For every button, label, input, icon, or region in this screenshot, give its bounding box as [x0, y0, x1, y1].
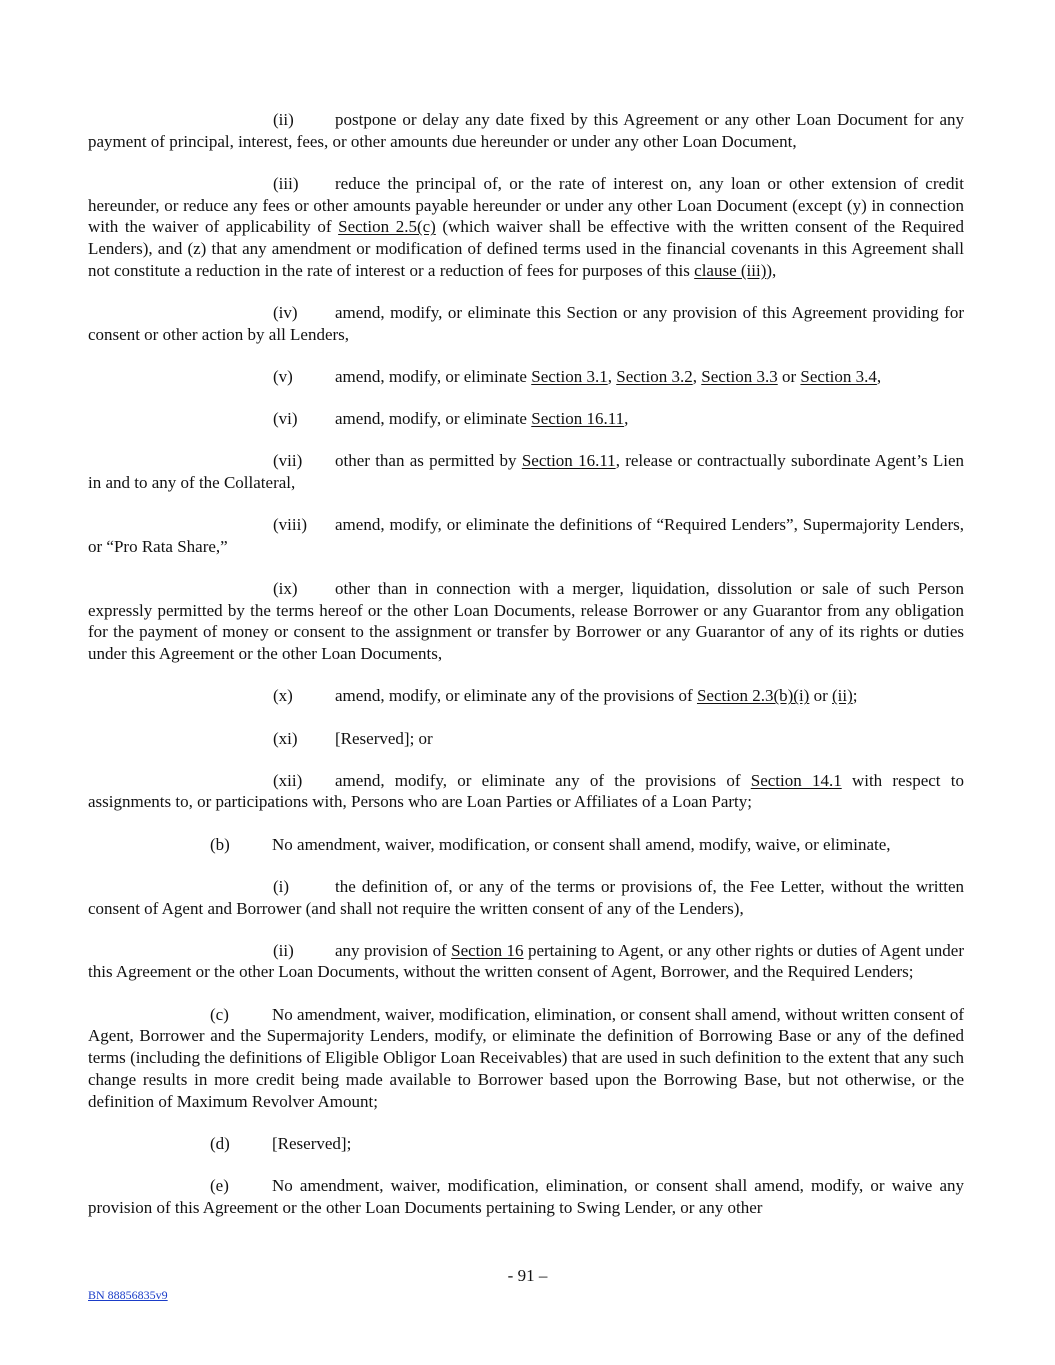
section-reference: (ii) [832, 686, 853, 706]
page-number: - 91 – [507, 1266, 548, 1285]
clause-paragraph [88, 302, 964, 345]
clause-paragraph [88, 450, 964, 493]
clause-paragraph [88, 770, 964, 813]
clause-number: (v) [273, 366, 293, 386]
clause-paragraph [88, 173, 964, 282]
clause-number: (d) [210, 1133, 230, 1153]
clause-paragraph [88, 109, 964, 152]
clause-number: (ix) [273, 579, 298, 599]
clause-text: or [777, 366, 801, 386]
section-reference: Section 2.5(c) [338, 217, 436, 237]
clause-text: [Reserved]; or [335, 728, 433, 748]
clause-number: (xi) [273, 728, 298, 748]
clause-text: amend, modify, or eliminate any of the provisions of [335, 686, 697, 706]
clause-number: (x) [273, 686, 293, 706]
clause-number: (c) [210, 1004, 229, 1024]
clause-number: (viii) [273, 515, 307, 535]
clause-paragraph [88, 728, 964, 750]
clause-paragraph [88, 1133, 964, 1155]
clause-number: (xii) [273, 770, 303, 790]
clause-text: , [692, 366, 702, 386]
clause-text: reduce the principal of, or the rate of interest on, any loan or other extension of credit hereunder, or reduce any fees or other amounts payable hereunder or under any other Loan Document (except (y) in connection with the waiver of applicability of [88, 173, 964, 237]
clause-text: amend, modify, or eliminate the definitions of “Required Lenders”, Supermajority Lenders, or “Pro Rata Share,” [88, 515, 964, 556]
section-reference: Section 16 [451, 940, 524, 960]
clause-paragraph [88, 1175, 964, 1218]
clause-text: ; [852, 686, 858, 706]
clause-text: other than as permitted by [335, 451, 522, 471]
section-reference: Section 2.3(b)(i) [696, 686, 810, 706]
clause-number: (i) [273, 876, 290, 896]
clause-paragraph [88, 1004, 964, 1113]
clause-text: No amendment, waiver, modification, or consent shall amend, modify, waive, or eliminate, [272, 834, 891, 854]
clause-paragraph [88, 578, 964, 665]
clause-paragraph [88, 834, 964, 856]
clause-number: (vi) [273, 409, 298, 429]
clause-text: the definition of, or any of the terms or provisions of, the Fee Letter, without the written consent of Agent and Borrower (and shall not require the written consent of any of the Lenders), [88, 876, 964, 918]
document-body [88, 109, 964, 1218]
clause-paragraph [88, 408, 964, 430]
clause-paragraph [88, 940, 964, 983]
clause-text: ), [766, 260, 777, 280]
clause-text: amend, modify, or eliminate any of the provisions of [335, 770, 751, 790]
clause-text: any provision of [335, 940, 452, 960]
clause-text: (which waiver shall be effective with the written consent of the Required Lenders), and (z) that any amendment or modification of defined terms used in the financial covenants in this Agreement shall not constitute a reduction in the rate of interest or a reduction of fees for purposes of this [88, 217, 964, 280]
clause-text: postpone or delay any date fixed by this Agreement or any other Loan Document for any payment of principal, interest, fees, or other amounts due hereunder or under any other Loan Document, [88, 110, 964, 151]
clause-number: (ii) [273, 940, 294, 960]
clause-paragraph [88, 514, 964, 557]
clause-text: , [607, 366, 617, 386]
clause-text: amend, modify, or eliminate [335, 409, 532, 429]
clause-number: (iii) [273, 173, 299, 193]
clause-paragraph [88, 876, 964, 919]
clause-text: No amendment, waiver, modification, elimination, or consent shall amend, modify, or waive any provision of this Agreement or the other Loan Documents pertaining to Swing Lender, or any other [88, 1175, 964, 1217]
clause-text: No amendment, waiver, modification, elimination, or consent shall amend, without written consent of Agent, Borrower and the Supermajority Lenders, modify, or eliminate the definition of Borrowing Base or any of the defined terms (including the definitions of Eligible Obligor Loan Receivables) that are used in such definition to the extent that any such change results in more credit being made available to Borrower based upon the Borrowing Base, but not otherwise, or the definition of Maximum Revolver Amount; [88, 1004, 964, 1111]
clause-text: [Reserved]; [272, 1133, 352, 1153]
section-reference: Section 16.11 [521, 451, 616, 471]
clause-text: , [876, 366, 882, 386]
clause-text: other than in connection with a merger, liquidation, dissolution or sale of such Person expressly permitted by the terms hereof or the other Loan Documents, release Borrower or any Guarantor from any obligation for the payment of money or consent to the assignment or transfer by Borrower or any Guarantor of any of its rights or duties under this Agreement or the other Loan Documents, [88, 579, 964, 664]
clause-text: amend, modify, or eliminate [335, 366, 532, 386]
clause-number: (vii) [273, 451, 303, 471]
clause-text: , [624, 409, 629, 429]
clause-text: pertaining to Agent, or any other rights or duties of Agent under this Agreement or the other Loan Documents, without the written consent of Agent, Borrower, and the Required Lenders; [88, 940, 964, 982]
section-reference: Section 3.1 [531, 366, 608, 386]
section-reference: Section 3.3 [701, 366, 778, 386]
section-reference: Section 3.2 [616, 366, 693, 386]
section-reference: Section 14.1 [750, 770, 842, 790]
clause-text: amend, modify, or eliminate this Section or any provision of this Agreement providing for consent or other action by all Lenders, [88, 302, 964, 344]
section-reference: Section 16.11 [531, 409, 625, 429]
clause-text: with respect to assignments to, or participations with, Persons who are Loan Parties or Affiliates of a Loan Party; [88, 770, 964, 812]
clause-number: (iv) [273, 302, 298, 322]
clause-paragraph [88, 685, 964, 707]
document-id-link[interactable]: BN 88856835v9 [88, 1288, 168, 1302]
clause-paragraph [88, 366, 964, 388]
section-reference: Section 3.4 [800, 366, 877, 386]
clause-text: , release or contractually subordinate Agent’s Lien in and to any of the Collateral, [88, 451, 964, 492]
clause-number: (e) [210, 1175, 229, 1195]
clause-number: (ii) [273, 110, 294, 129]
clause-text: or [809, 686, 832, 706]
clause-number: (b) [210, 834, 230, 854]
section-reference: clause (iii) [694, 260, 767, 280]
